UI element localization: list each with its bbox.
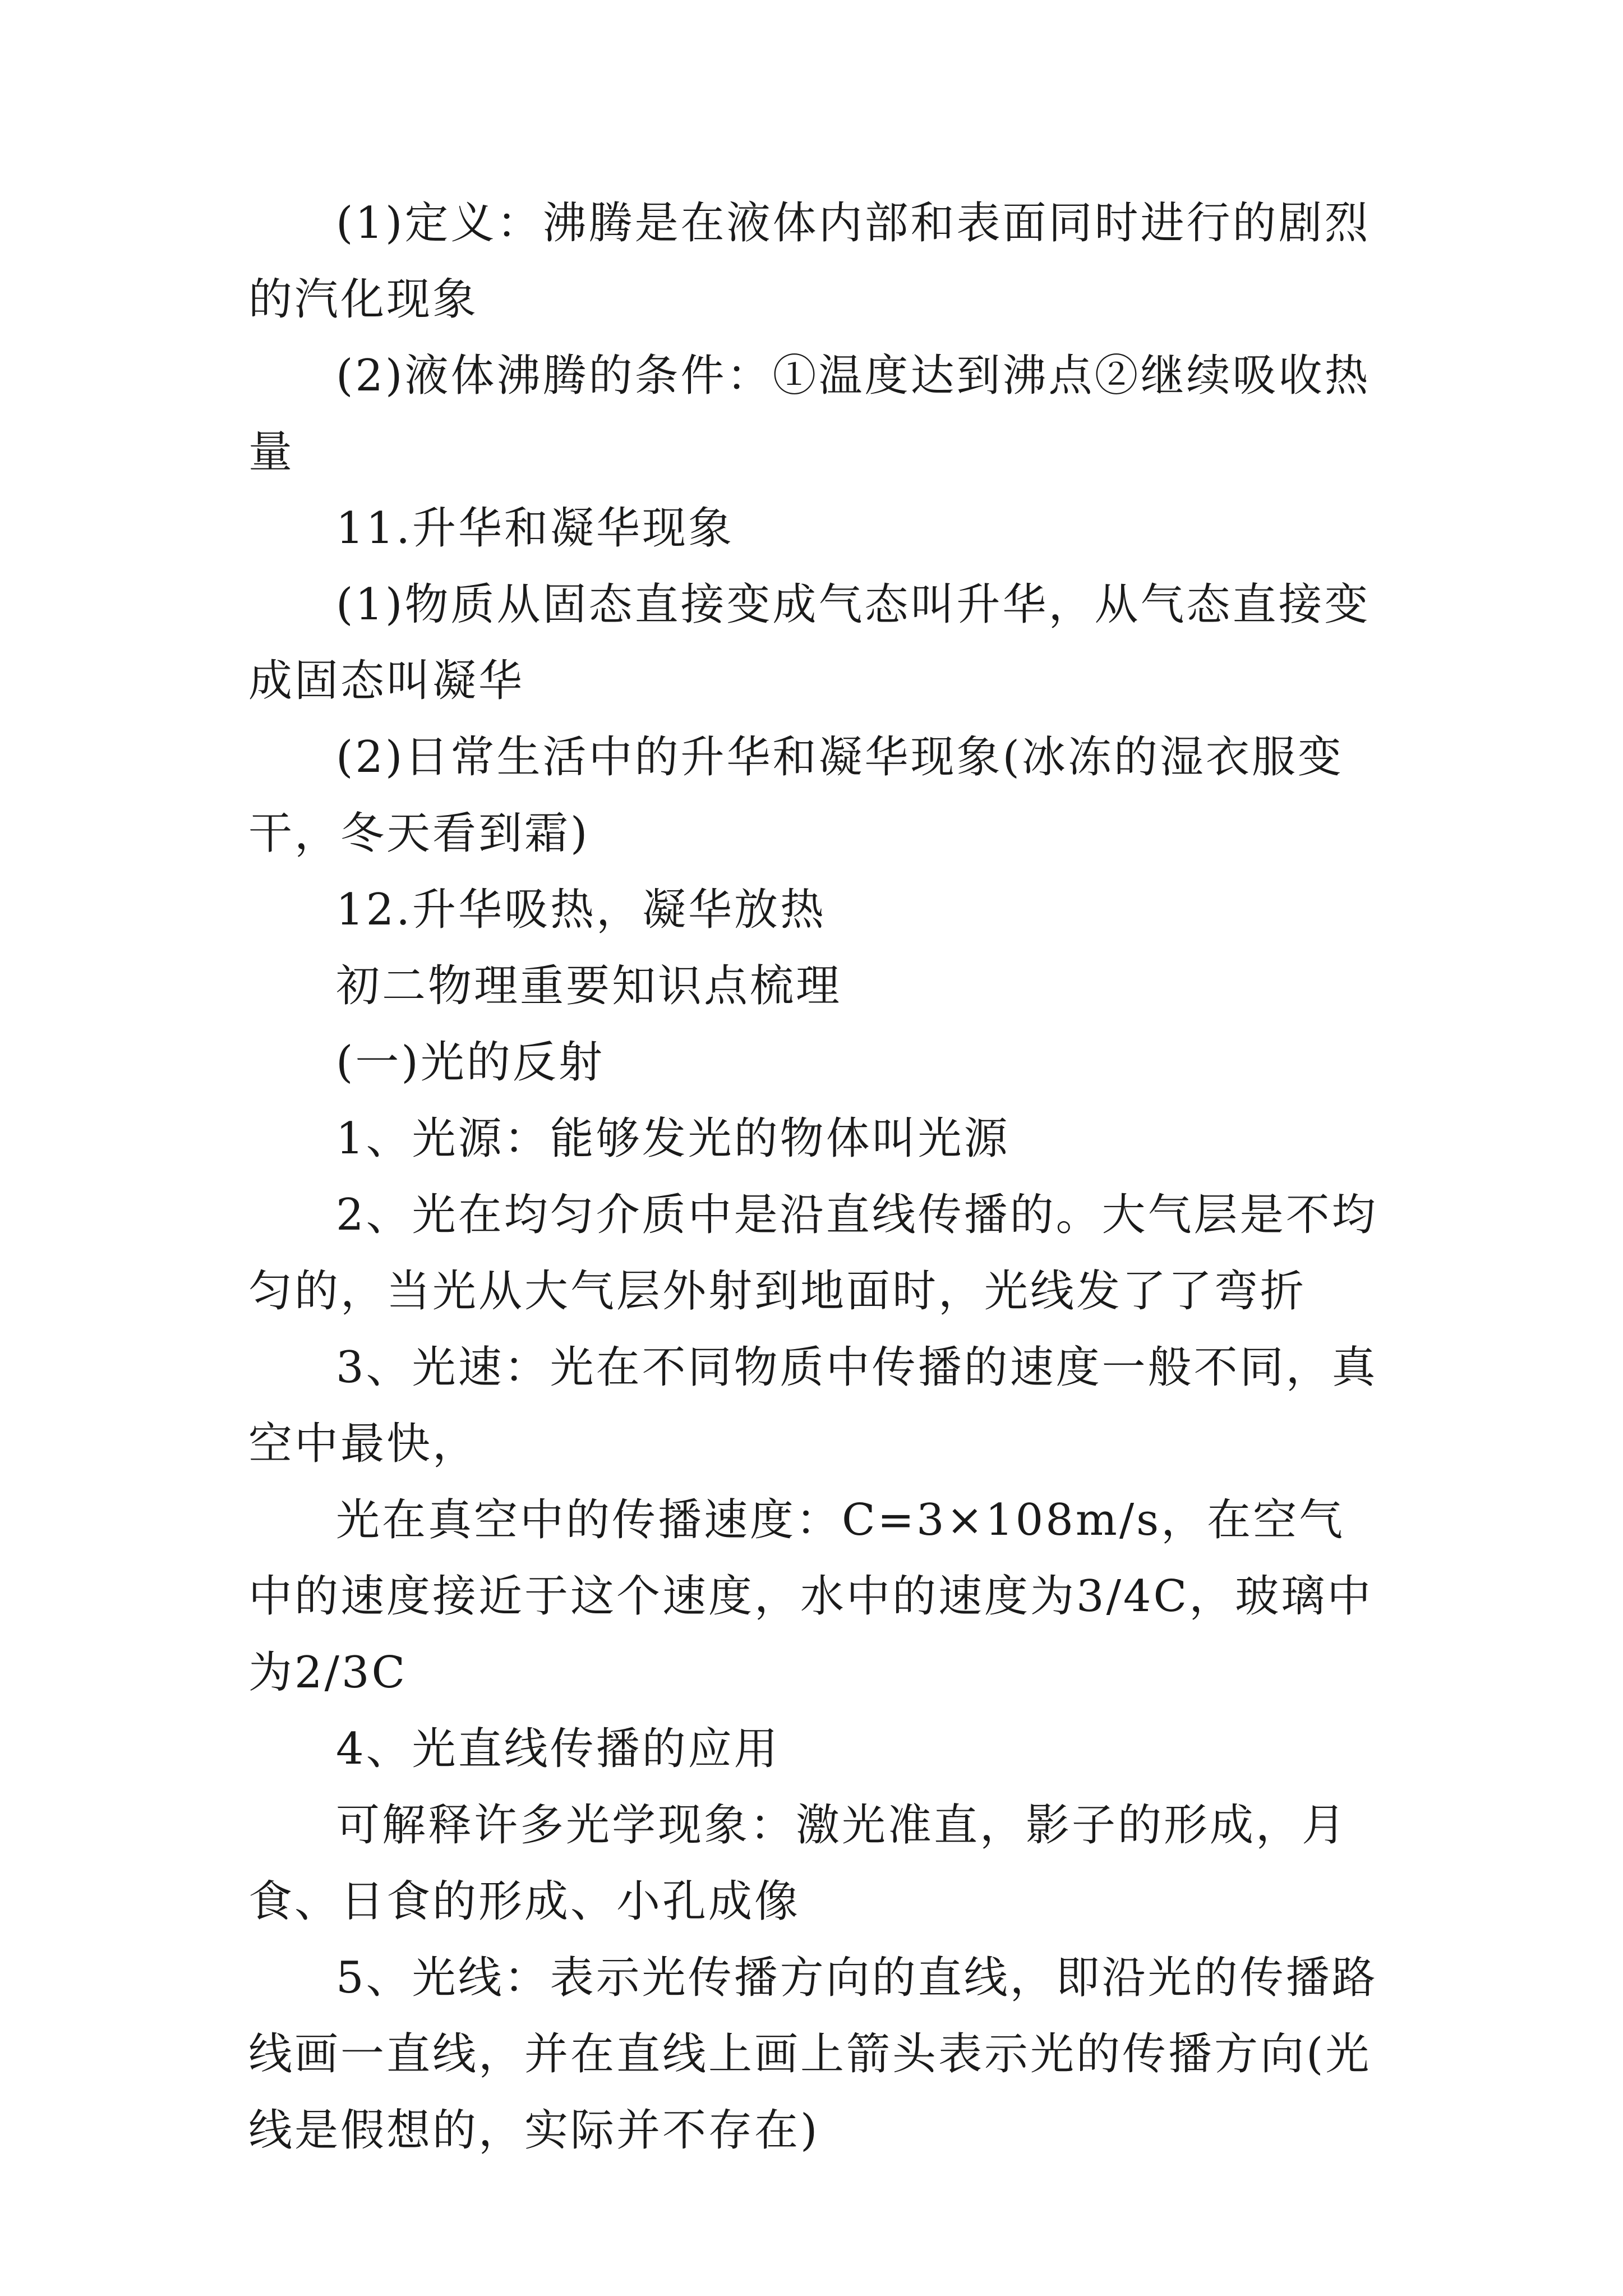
paragraph-optical-phenomena: 可解释许多光学现象：激光准直，影子的形成，月食、日食的形成、小孔成像: [248, 1800, 1348, 1927]
paragraph-heading-sublimation: 11.升华和凝华现象: [336, 503, 735, 554]
paragraph-boiling-definition: (1)定义：沸腾是在液体内部和表面同时进行的剧烈的汽化现象: [248, 198, 1371, 325]
paragraph-light-propagation: 2、光在均匀介质中是沿直线传播的。大气层是不均匀的，当光从大气层外射到地面时，光线发了了弯折: [248, 1190, 1378, 1317]
paragraph-boiling-conditions: (2)液体沸腾的条件：①温度达到沸点②继续吸收热量: [248, 351, 1371, 477]
document-body: [248, 185, 1387, 2169]
paragraph-light-speed-value: 光在真空中的传播速度：C=3×108m/s，在空气中的速度接近于这个速度，水中的速度为3/4C，玻璃中为2/3C: [248, 1495, 1373, 1698]
paragraph-sublimation-heat: 12.升华吸热，凝华放热: [336, 885, 827, 935]
paragraph-light-speed: 3、光速：光在不同物质中传播的速度一般不同，真空中最快，: [248, 1342, 1378, 1469]
paragraph-sublimation-examples: (2)日常生活中的升华和凝华现象(冰冻的湿衣服变干，冬天看到霜): [248, 732, 1344, 859]
paragraph-light-source: 1、光源：能够发光的物体叫光源: [336, 1114, 1010, 1164]
paragraph-sublimation-definition: (1)物质从固态直接变成气态叫升华，从气态直接变成固态叫凝华: [248, 579, 1371, 706]
paragraph-straight-line-applications: 4、光直线传播的应用: [336, 1724, 780, 1774]
paragraph-section-title: 初二物理重要知识点梳理: [336, 961, 842, 1011]
paragraph-light-ray: 5、光线：表示光传播方向的直线，即沿光的传播路线画一直线，并在直线上画上箭头表示光的传播方向(光线是假想的，实际并不存在): [248, 1953, 1378, 2156]
paragraph-light-reflection-heading: (一)光的反射: [336, 1037, 605, 1088]
